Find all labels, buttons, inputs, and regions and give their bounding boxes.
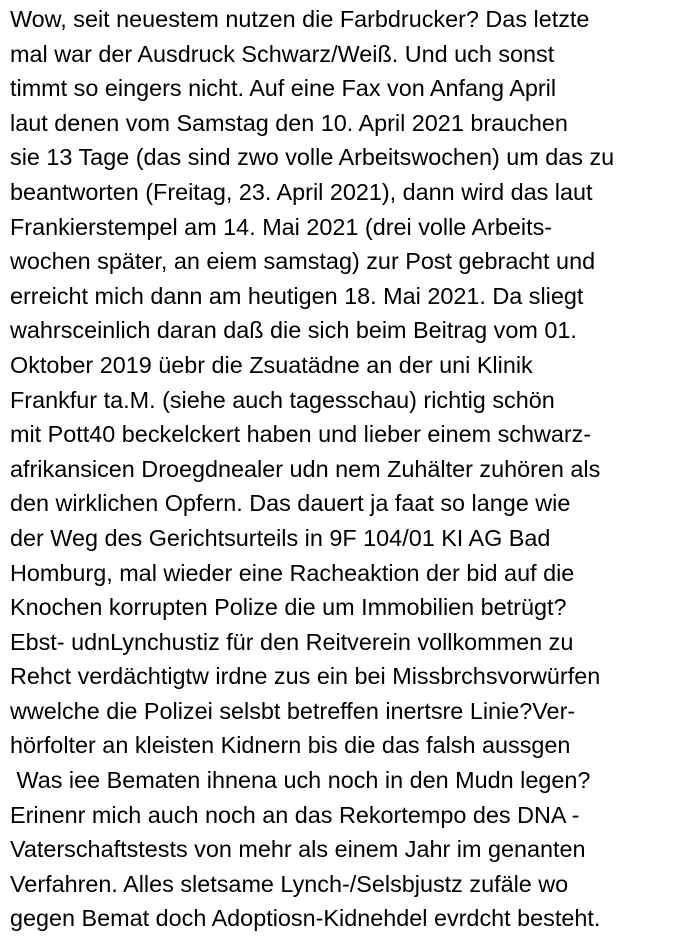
text-line: Rehct verdächtigtw irdne zus ein bei Missbrchsvorwürfen: [10, 663, 601, 690]
text-line: laut denen vom Samstag den 10. April 2021 brauchen: [10, 109, 568, 136]
text-line: wwelche die Polizei selsbt betreffen inertsre Linie?Ver-: [10, 697, 576, 724]
text-line: Frankierstempel am 14. Mai 2021 (drei volle Arbeits-: [10, 213, 553, 240]
text-line: mit Pott40 beckelckert haben und lieber einem schwarz-: [10, 421, 592, 448]
text-line: Erinenr mich auch noch an das Rekortempo des DNA -: [10, 801, 580, 828]
text-line: Frankfur ta.M. (siehe auch tagesschau) richtig schön: [10, 386, 555, 413]
text-line: den wirklichen Opfern. Das dauert ja faat so lange wie: [10, 490, 571, 517]
text-line: mal war der Ausdruck Schwarz/Weiß. Und uch sonst: [10, 40, 555, 67]
text-line: wochen später, an eiem samstag) zur Post gebracht und: [10, 248, 596, 275]
text-line: Homburg, mal wieder eine Racheaktion der bid auf die: [10, 559, 575, 586]
text-line: afrikansicen Droegdnealer udn nem Zuhälter zuhören als: [10, 455, 601, 482]
text-line: Vaterschaftstests von mehr als einem Jahr im genanten: [10, 836, 586, 863]
text-line: gegen Bemat doch Adoptiosn-Kidnehdel evrdcht besteht.: [10, 905, 601, 932]
text-line: Ebst- udnLynchustiz für den Reitverein vollkommen zu: [10, 628, 574, 655]
text-line: hörfolter an kleisten Kidnern bis die das falsh aussgen: [10, 732, 571, 759]
text-line: Oktober 2019 üebr die Zsuatädne an der uni Klinik: [10, 351, 533, 378]
text-line: wahrsceinlich daran daß die sich beim Beitrag vom 01.: [10, 317, 577, 344]
text-line: Wow, seit neuestem nutzen die Farbdrucker? Das letzte: [10, 6, 590, 32]
text-line: beantworten (Freitag, 23. April 2021), dann wird das laut: [10, 178, 593, 205]
text-line: Verfahren. Alles sletsame Lynch-/Selsbjustz zufäle wo: [10, 870, 569, 897]
text-line: Knochen korrupten Polize die um Immobilien betrügt?: [10, 594, 567, 621]
text-line: sie 13 Tage (das sind zwo volle Arbeitswochen) um das zu: [10, 144, 615, 171]
letter-text: [10, 2, 682, 936]
text-line: Was iee Bematen ihnena uch noch in den Mudn legen?: [10, 767, 591, 794]
text-line: timmt so eingers nicht. Auf eine Fax von Anfang April: [10, 75, 557, 102]
text-line: der Weg des Gerichtsurteils in 9F 104/01 KI AG Bad: [10, 524, 551, 551]
text-line: erreicht mich dann am heutigen 18. Mai 2021. Da sliegt: [10, 282, 584, 309]
